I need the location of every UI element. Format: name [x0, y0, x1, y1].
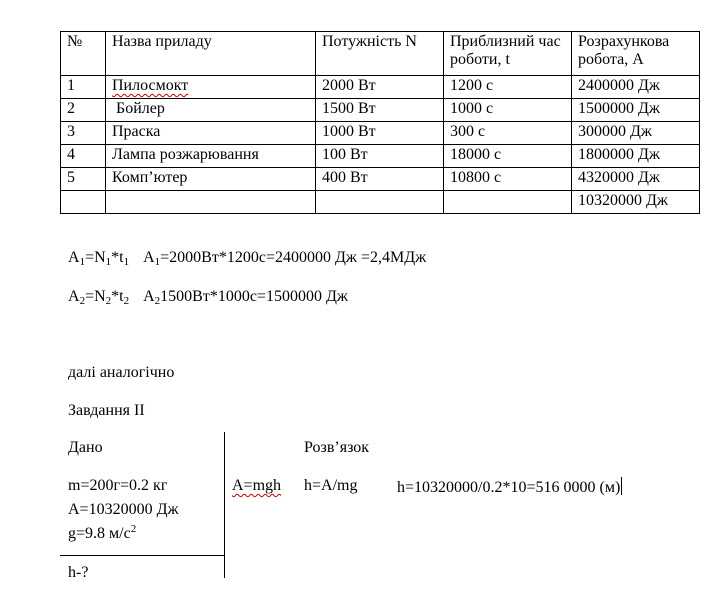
height-calculation[interactable]: h=10320000/0.2*10=516 0000 (м) — [397, 479, 621, 496]
cell-power: 400 Вт — [316, 168, 444, 191]
given-label: Дано — [68, 439, 103, 456]
table-row — [61, 168, 700, 191]
header-time: Приблизний час роботи, t — [444, 32, 572, 76]
cell-time: 18000 с — [444, 145, 572, 168]
cell-power: 100 Вт — [316, 145, 444, 168]
cell-time: 10800 с — [444, 168, 572, 191]
given-gravity: g=9.8 $м/с^2$ — [68, 523, 137, 542]
cell-empty — [106, 191, 316, 214]
table-row — [61, 99, 700, 122]
table-total-row — [61, 191, 700, 214]
formula-work: A=mgh — [232, 477, 282, 494]
cell-device — [106, 76, 316, 99]
header-power: Потужність N — [316, 32, 444, 76]
header-number: № — [61, 32, 106, 76]
task-title: Завдання ІІ — [68, 402, 145, 419]
cell-device: Праска — [106, 122, 316, 145]
find-height: h-? — [68, 564, 89, 581]
cell-empty — [444, 191, 572, 214]
further-note: далі аналогічно — [68, 364, 175, 381]
cell-device: Бойлер — [106, 99, 316, 122]
given-work: A=10320000 Дж — [68, 501, 179, 518]
formula-2-left: $A_2=N_2*t_2$ — [68, 288, 130, 307]
cell-time: 1200 с — [444, 76, 572, 99]
cell-power: 2000 Вт — [316, 76, 444, 99]
formula-2-right: $A_21500Вт*1000с=1500000$ Дж — [143, 288, 348, 307]
cell-work: 2400000 Дж — [572, 76, 700, 99]
cell-device-text: Пилосмокт — [112, 77, 189, 94]
cell-work: 300000 Дж — [572, 122, 700, 145]
formula-1-right: $A_1=2000Вт*1200с=2400000$ Дж =2,4МДж — [143, 249, 427, 268]
cell-number: 2 — [61, 99, 106, 122]
cell-work: 1500000 Дж — [572, 99, 700, 122]
energy-table — [60, 31, 700, 214]
table-header-row — [61, 32, 700, 76]
task-divider-horizontal — [60, 555, 225, 556]
cell-time: 1000 с — [444, 99, 572, 122]
header-work: Розрахункова робота, A — [572, 32, 700, 76]
header-device-name: Назва приладу — [106, 32, 316, 76]
cell-device: Лампа розжарювання — [106, 145, 316, 168]
table-row — [61, 145, 700, 168]
cell-work: 4320000 Дж — [572, 168, 700, 191]
cell-work: 1800000 Дж — [572, 145, 700, 168]
formula-height: h=A/mg — [304, 477, 358, 494]
table-row — [61, 76, 700, 99]
cell-time: 300 с — [444, 122, 572, 145]
cell-total-work: 10320000 Дж — [572, 191, 700, 214]
given-mass: m=200г=0.2 кг — [68, 477, 168, 494]
cell-number: 1 — [61, 76, 106, 99]
cell-device: Комп’ютер — [106, 168, 316, 191]
cell-power: 1000 Вт — [316, 122, 444, 145]
cell-power: 1500 Вт — [316, 99, 444, 122]
task-divider-vertical — [224, 432, 225, 578]
cell-empty — [316, 191, 444, 214]
formula-line-1 — [68, 249, 426, 267]
cell-number: 5 — [61, 168, 106, 191]
solution-label: Розв’язок — [304, 439, 370, 456]
cell-number: 4 — [61, 145, 106, 168]
formula-line-2 — [68, 288, 348, 306]
cell-number: 3 — [61, 122, 106, 145]
text-cursor — [621, 477, 622, 495]
table-row — [61, 122, 700, 145]
cell-empty — [61, 191, 106, 214]
formula-1-left: $A_1=N_1*t_1$ — [68, 249, 130, 268]
